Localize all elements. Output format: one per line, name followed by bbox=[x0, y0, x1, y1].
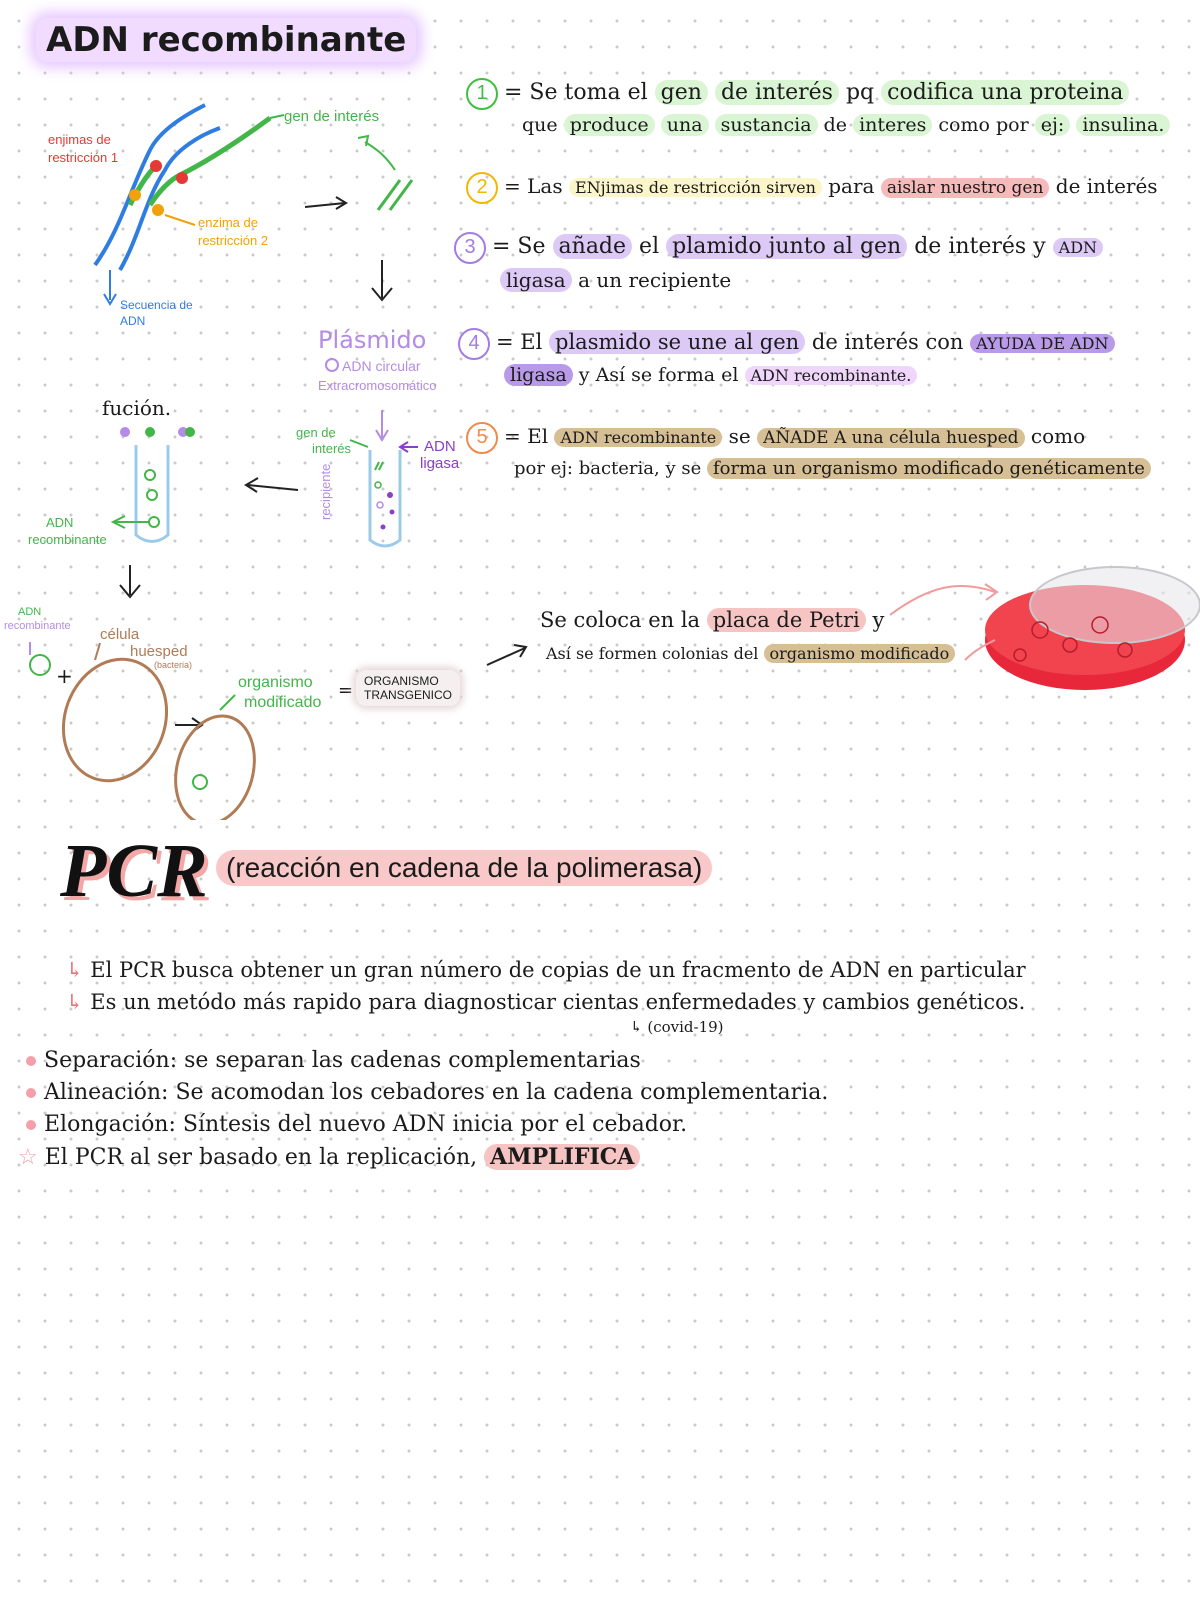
label-adn-ligasa-b: ligasa bbox=[420, 455, 460, 472]
step-4-highlight: plasmido se une al gen bbox=[549, 330, 805, 354]
label-huesped: huesped bbox=[130, 643, 188, 660]
step-1-text: = Se bbox=[504, 80, 558, 105]
step-4-highlight: ADN recombinante. bbox=[745, 366, 918, 385]
petri-line1 bbox=[540, 608, 884, 632]
pcr-line-1 bbox=[66, 958, 1026, 982]
label-transgenico-a: ORGANISMO bbox=[364, 674, 439, 688]
step-1-highlight: produce bbox=[564, 114, 655, 136]
step-5-text: se bbox=[728, 424, 751, 448]
label-recipiente: recipiente bbox=[318, 463, 333, 520]
label-organismo-a: organismo bbox=[238, 674, 313, 691]
step-5-highlight: ADN recombinante bbox=[554, 428, 722, 447]
step-1-text: pq bbox=[845, 80, 875, 105]
step-5-highlight: forma un organismo modificado genéticamente bbox=[707, 458, 1151, 479]
label-enzima2-a: enzima de bbox=[198, 215, 258, 230]
step-2-number: 2 bbox=[466, 172, 498, 204]
step-3-text: de interés bbox=[914, 234, 1027, 259]
transgenic-box bbox=[356, 670, 460, 706]
label-gen-tube-a: gen de bbox=[296, 425, 336, 440]
label-adn-ligasa-a: ADN bbox=[424, 438, 456, 455]
step-1-text: como bbox=[938, 114, 990, 136]
step-1-number: 1 bbox=[466, 78, 498, 110]
pcr-covid-text: (covid-19) bbox=[647, 1018, 724, 1036]
step-2-text: de interés bbox=[1055, 174, 1158, 198]
pcr-line-2 bbox=[66, 990, 1025, 1014]
step-4-highlight: AYUDA DE ADN bbox=[970, 334, 1114, 353]
step-2-highlight: aislar nuestro gen bbox=[881, 178, 1050, 198]
step-3-text: = Se bbox=[492, 234, 546, 259]
step-4-highlight: ligasa bbox=[504, 364, 573, 386]
step-1-text: el bbox=[627, 80, 648, 105]
pcr-star-text: El PCR al ser basado en la replicación, bbox=[44, 1145, 478, 1170]
step-1-highlight: una bbox=[661, 114, 709, 136]
step-5-text: se bbox=[681, 458, 702, 479]
label-plasmido-desc2: Extracromosomático bbox=[318, 378, 437, 393]
step-1-highlight: gen bbox=[655, 80, 708, 105]
step-4-text: = El bbox=[496, 330, 543, 354]
step-5-text: como bbox=[1030, 424, 1086, 448]
step-5-text: por ej: bacteria, bbox=[514, 458, 660, 479]
step-5-number: 5 bbox=[466, 422, 498, 454]
step-3-highlight: plamido junto al gen bbox=[666, 234, 907, 259]
step-1-text: de bbox=[823, 114, 848, 136]
label-gen-tube-b: interés bbox=[312, 441, 352, 456]
equals-sign: = bbox=[338, 680, 354, 701]
step-3-highlight: ligasa bbox=[500, 268, 572, 292]
pcr-bullet-text: Separación: se separan las cadenas complementarias bbox=[44, 1048, 641, 1073]
cut-site-red-2 bbox=[176, 172, 188, 184]
label-secuencia-b: ADN bbox=[120, 314, 146, 328]
label-bacteria: (bacteria) bbox=[154, 660, 193, 670]
step-3-line2 bbox=[500, 268, 731, 292]
label-adn-recomb-small-b: recombinante bbox=[4, 620, 71, 632]
label-enzima1-a: enjimas de bbox=[48, 132, 111, 147]
pcr-line-text: Es un metódo más rapido para diagnosticar cientas enfermedades y cambios genéticos. bbox=[90, 990, 1026, 1014]
step-5-text: y bbox=[665, 458, 676, 479]
cut-site-red-1 bbox=[150, 160, 162, 172]
step-5-text: = El bbox=[504, 424, 549, 448]
petri-line2 bbox=[546, 644, 955, 663]
plus-sign: + bbox=[56, 664, 73, 688]
label-plasmido: Plásmido bbox=[318, 326, 427, 354]
pcr-star-highlight: AMPLIFICA bbox=[484, 1144, 640, 1170]
pcr-bullet-text: Alineación: Se acomodan los cebadores en la cadena complementaria. bbox=[44, 1080, 829, 1105]
step-4-number: 4 bbox=[458, 328, 490, 360]
tube-right bbox=[370, 450, 400, 546]
step-1-text: que bbox=[522, 114, 558, 136]
step-3-text: el bbox=[639, 234, 660, 259]
label-fusion: fución. bbox=[102, 396, 172, 420]
step-3-number: 3 bbox=[454, 232, 486, 264]
step-1-highlight: ej: bbox=[1035, 114, 1071, 136]
step-2-highlight: ENjimas de restricción sirven bbox=[569, 178, 822, 197]
label-adn-recomb-a: ADN bbox=[46, 515, 74, 530]
pcr-covid bbox=[630, 1018, 724, 1036]
arrow-icon: ↳ bbox=[630, 1018, 643, 1036]
star-icon: ☆ bbox=[18, 1145, 38, 1170]
step-3-line1 bbox=[454, 232, 1103, 264]
petri-highlight: placa de Petri bbox=[707, 608, 866, 632]
arrow-icon: ↳ bbox=[66, 990, 84, 1014]
step-5-line1 bbox=[466, 422, 1085, 454]
step-1-highlight: insulina. bbox=[1076, 114, 1170, 136]
bullet-icon bbox=[26, 1088, 36, 1098]
step-3-text: y bbox=[1033, 234, 1046, 259]
petri-text: Así se formen colonias del bbox=[546, 644, 759, 663]
label-transgenico-b: TRANSGENICO bbox=[364, 688, 453, 702]
step-3-text: a un recipiente bbox=[578, 268, 732, 292]
step-1-highlight: interes bbox=[853, 114, 932, 136]
cut-site-yellow-2 bbox=[152, 204, 164, 216]
step-1-highlight: de interés bbox=[715, 80, 839, 105]
step-4-line1 bbox=[458, 328, 1115, 360]
petri-highlight: organismo modificado bbox=[764, 644, 956, 663]
step-2-line1 bbox=[466, 172, 1158, 204]
cut-site-yellow-1 bbox=[129, 189, 141, 201]
petri-text: y bbox=[872, 608, 885, 632]
label-celula: célula bbox=[100, 626, 140, 643]
step-2-text: = Las bbox=[504, 174, 563, 198]
bullet-icon bbox=[26, 1120, 36, 1130]
label-gen-interes: gen de interés bbox=[284, 108, 380, 125]
step-2-text: para bbox=[828, 174, 875, 198]
label-adn-recomb-small-a: ADN bbox=[18, 606, 42, 618]
pcr-bullet-3 bbox=[26, 1112, 687, 1137]
step-4-text: Así se forma el bbox=[595, 364, 739, 386]
pcr-star-line bbox=[18, 1144, 640, 1170]
step-4-line2 bbox=[504, 364, 917, 386]
label-plasmido-desc1: ADN circular bbox=[342, 358, 421, 374]
page-title: ADN recombinante bbox=[36, 18, 416, 62]
pcr-line-text: El PCR busca obtener un gran número de copias de un fracmento de ADN en particular bbox=[90, 958, 1026, 982]
step-1-line2 bbox=[522, 114, 1170, 136]
pcr-bullet-1 bbox=[26, 1048, 641, 1073]
dna-strand-1 bbox=[95, 105, 205, 265]
step-1-line1 bbox=[466, 78, 1129, 110]
arrow-icon: ↳ bbox=[66, 958, 84, 982]
step-1-highlight: sustancia bbox=[715, 114, 818, 136]
step-1-text: por bbox=[996, 114, 1029, 136]
pcr-bullet-2 bbox=[26, 1080, 828, 1105]
step-1-text: toma bbox=[564, 80, 621, 105]
label-enzima1-b: restricción 1 bbox=[48, 150, 119, 165]
label-enzima2-b: restricción 2 bbox=[198, 233, 269, 248]
step-5-line2 bbox=[514, 458, 1151, 479]
modified-organism bbox=[164, 707, 266, 820]
step-4-text: con bbox=[925, 330, 964, 354]
pcr-subtitle: (reacción en cadena de la polimerasa) bbox=[216, 850, 712, 886]
step-3-highlight: añade bbox=[553, 234, 633, 259]
petri-text: Se coloca en la bbox=[540, 608, 701, 632]
label-secuencia-a: Secuencia de bbox=[120, 298, 193, 312]
step-5-highlight: AÑADE A una célula huesped bbox=[757, 428, 1024, 448]
step-3-highlight: ADN bbox=[1053, 238, 1103, 257]
step-4-text: de interés bbox=[811, 330, 919, 354]
step-4-text: y bbox=[578, 364, 590, 386]
step-1-highlight: codifica una proteina bbox=[881, 80, 1129, 105]
pcr-bullet-text: Elongación: Síntesis del nuevo ADN inicia por el cebador. bbox=[44, 1112, 688, 1137]
pcr-title: PCR bbox=[60, 829, 208, 913]
label-organismo-b: modificado bbox=[244, 694, 322, 711]
bullet-icon bbox=[26, 1056, 36, 1066]
label-adn-recomb-b: recombinante bbox=[28, 532, 107, 547]
